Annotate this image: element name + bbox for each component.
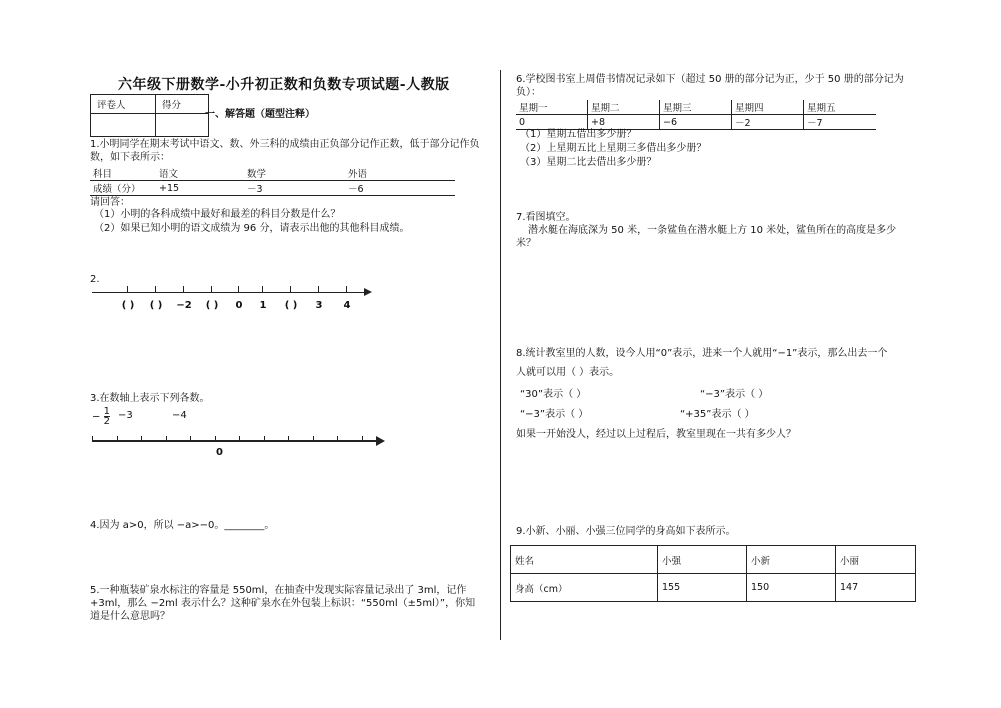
q8-blank-4: “+35”表示（ ） <box>680 409 755 420</box>
q2-mark-label: ( ) <box>205 300 219 311</box>
column-divider <box>500 70 501 640</box>
q3-tick <box>166 436 167 441</box>
q3-tick <box>92 436 93 441</box>
score-box <box>90 94 209 137</box>
q1-text: 1.小明同学在期末考试中语文、数、外三科的成绩由正负部分记作正数，低于部分记作负数，如下表所示： <box>90 139 480 163</box>
q2-arrow-icon <box>364 288 372 296</box>
q2-tick <box>183 286 184 292</box>
q7-text: 7.看图填空。 <box>516 212 576 223</box>
q2-tick <box>155 286 156 292</box>
q9-cell: 150 <box>747 574 836 602</box>
q1-cell: －3 <box>244 181 345 196</box>
q1-sub1: （1）小明的各科成绩中最好和最差的科目分数是什么？ <box>94 209 341 220</box>
q3-tick <box>288 436 289 441</box>
q2-tick <box>262 286 263 292</box>
q2-mark-label: ( ) <box>149 300 163 311</box>
q5-text: 5.一种瓶装矿泉水标注的容量是 550ml，在抽查中发现实际容量记录出了 3ml，记作 +3ml，那么 −2ml 表示什么？这种矿泉水在外包装上标识：“550ml（±5ml）”，你知道是什么意思吗？ <box>90 585 476 622</box>
q2-mark-label: 1 <box>259 300 267 311</box>
q6-cell: －7 <box>804 115 877 130</box>
q3-tick <box>264 436 265 441</box>
reviewer-label: 评卷人 <box>91 95 156 114</box>
q6-table <box>516 100 876 130</box>
q2-tick <box>211 286 212 292</box>
q6-header: 星期三 <box>660 100 732 115</box>
q3-text: 3.在数轴上表示下列各数。 <box>90 393 210 404</box>
q6-cell: 0 <box>516 115 588 130</box>
q3-tick <box>141 436 142 441</box>
q2-tick <box>127 286 128 292</box>
q3-frac-sign: − <box>92 411 101 423</box>
q9-cell: 155 <box>658 574 747 602</box>
q3-fraction <box>92 407 110 426</box>
q3-tick <box>337 436 338 441</box>
q6-sub3: （3）星期二比去借出多少册？ <box>520 157 657 168</box>
q2-tick <box>346 286 347 292</box>
q6-text: 6.学校图书室上周借书情况记录如下（超过 50 册的部分记为正，少于 50 册的部分记为负）： <box>516 74 904 98</box>
q7-body: 潜水艇在海底深为 50 米，一条鲨鱼在潜水艇上方 10 米处，鲨鱼所在的高度是多少米？ <box>516 225 897 249</box>
q6-cell: +8 <box>588 115 660 130</box>
q9-header: 小新 <box>747 546 836 574</box>
q9-cell: 147 <box>836 574 916 602</box>
q2-mark-label: 3 <box>315 300 323 311</box>
q1-sub2: （2）如果已知小明的语文成绩为 96 分，请表示出他的其他科目成绩。 <box>94 223 410 234</box>
q3-tick <box>117 436 118 441</box>
q3-tick <box>239 436 240 441</box>
q9-header: 小丽 <box>836 546 916 574</box>
q8-blank-3: “−3”表示（ ） <box>520 409 589 420</box>
q8-blank-1: “30”表示（ ） <box>520 389 587 400</box>
q3-item: −3 <box>118 410 133 421</box>
score-label: 得分 <box>156 95 209 114</box>
q3-arrow-icon <box>376 436 385 446</box>
q1-header: 外语 <box>345 166 455 181</box>
q2-tick <box>290 286 291 292</box>
q8-line2: 人就可以用（ ）表示。 <box>516 367 620 378</box>
q3-tick <box>313 436 314 441</box>
q3-frac-num: 1 <box>103 406 110 417</box>
q8-ask: 如果一开始没人，经过以上过程后，教室里现在一共有多少人？ <box>516 429 796 440</box>
q2-axis <box>92 292 367 293</box>
q3-tick <box>190 436 191 441</box>
q1-table <box>90 166 455 196</box>
q3-axis <box>92 440 377 442</box>
q6-sub1: （1）星期五借出多少册？ <box>520 129 637 140</box>
q2-label: 2. <box>90 274 100 285</box>
q4-text: 4.因为 a>0，所以 −a>−0。________。 <box>90 520 275 531</box>
q1-ask: 请回答： <box>90 197 130 208</box>
q9-header: 姓名 <box>511 546 658 574</box>
q3-frac-den: 2 <box>103 416 110 427</box>
q6-sub2: （2）上星期五比上星期三多借出多少册？ <box>520 143 707 154</box>
q9-text: 9.小新、小丽、小强三位同学的身高如下表所示。 <box>516 526 736 537</box>
q8-blank-2: “−3”表示（ ） <box>700 389 769 400</box>
q3-zero: 0 <box>216 447 223 458</box>
q8-line1: 8.统计教室里的人数，设今人用“0”表示，进来一个人就用“−1”表示，那么出去一个 <box>516 348 888 359</box>
q1-cell: +15 <box>156 181 244 196</box>
q9-header: 小强 <box>658 546 747 574</box>
page-title: 六年级下册数学-小升初正数和负数专项试题-人教版 <box>118 77 450 93</box>
q6-header: 星期五 <box>804 100 877 115</box>
q1-cell: －6 <box>345 181 455 196</box>
q2-mark-label: 0 <box>235 300 243 311</box>
q6-header: 星期二 <box>588 100 660 115</box>
q1-header: 数学 <box>244 166 345 181</box>
q1-header: 语文 <box>156 166 244 181</box>
q6-header: 星期四 <box>732 100 804 115</box>
q3-item: −4 <box>172 410 187 421</box>
q9-table <box>510 545 916 602</box>
q2-tick <box>318 286 319 292</box>
q6-cell: −6 <box>660 115 732 130</box>
q6-cell: －2 <box>732 115 804 130</box>
q3-tick <box>362 436 363 441</box>
q1-row-label: 成绩（分） <box>90 181 156 196</box>
q2-mark-label: −2 <box>176 300 192 311</box>
q1-header: 科目 <box>90 166 156 181</box>
q2-mark-label: 4 <box>343 300 351 311</box>
section-heading: 一、解答题（题型注释） <box>205 109 315 120</box>
q6-header: 星期一 <box>516 100 588 115</box>
q2-tick <box>238 286 239 292</box>
q3-tick <box>215 436 216 441</box>
q2-mark-label: ( ) <box>121 300 135 311</box>
q9-row-label: 身高（cm） <box>511 574 658 602</box>
q2-mark-label: ( ) <box>284 300 298 311</box>
